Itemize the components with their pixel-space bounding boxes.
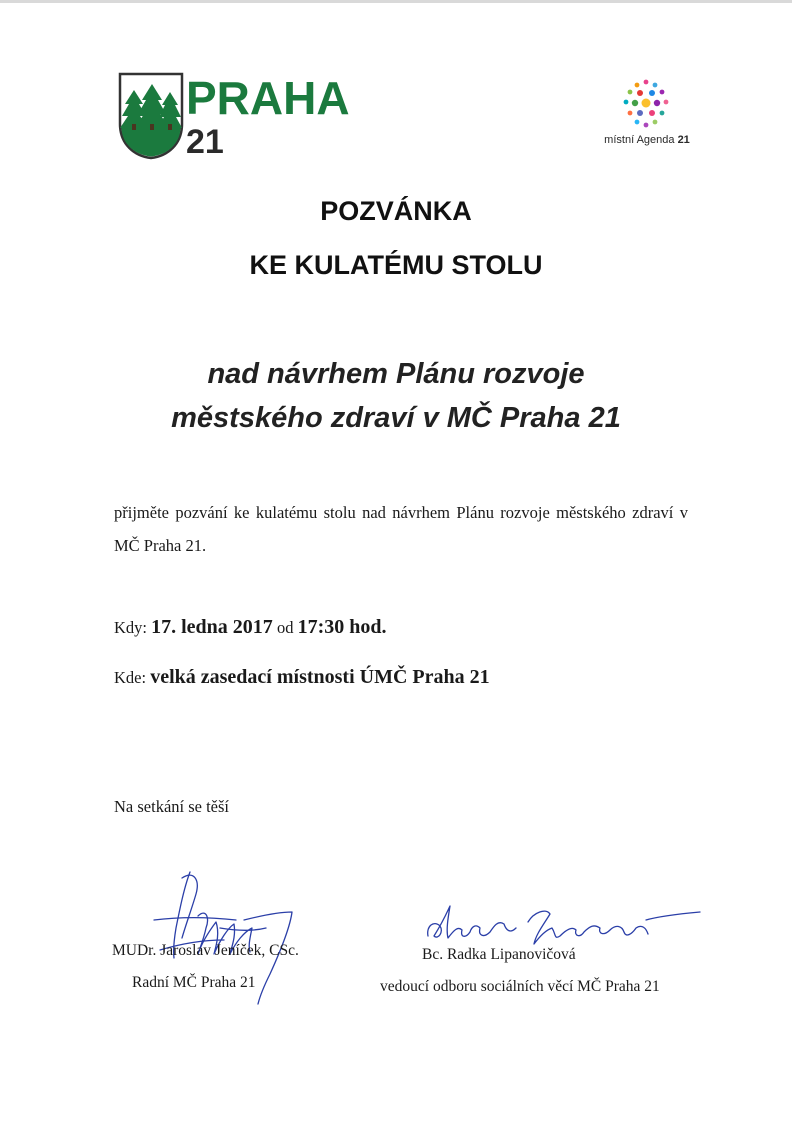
when-label: Kdy: [114,618,147,637]
invitation-title-line-2: KE KULATÉMU STOLU [249,250,543,280]
invitation-subtitle: nad návrhem Plánu rozvoje [207,358,585,390]
signer-name-right: Bc. Radka Lipanovičová [422,946,576,963]
signer-role-right: vedoucí odboru sociálních věcí MČ Praha 21 [380,978,660,995]
invitation-title: POZVÁNKA [320,196,472,226]
when-connector: od [276,618,294,637]
coat-of-arms-trees-icon [118,72,184,160]
signer-name-left: MUDr. Jaroslav Jeníček, CSc. [112,942,299,959]
when-date: 17. ledna 2017 [151,616,273,638]
invitation-body: přijměte pozvání ke kulatému stolu nad návrhem Plánu rozvoje městského zdraví v MČ Praha 21. [114,503,688,555]
praha-21-logo [118,72,358,162]
praha-logo-word: PRAHA [186,72,350,124]
agenda-dots-icon [618,76,674,132]
event-when [114,616,386,639]
praha-logo-number: 21 [186,123,224,161]
signer-role-left: Radní MČ Praha 21 [132,974,256,991]
when-time: 17:30 hod. [297,616,387,638]
agenda-21-logo [592,76,702,156]
event-where [114,666,490,689]
agenda-21-label [592,134,702,146]
where-label: Kde: [114,668,147,687]
handwritten-signature-right [424,900,704,950]
agenda-label-prefix: místní Agenda [604,134,675,146]
closing-line: Na setkání se těší [114,797,230,816]
where-value: velká zasedací místnosti ÚMČ Praha 21 [150,666,490,688]
invitation-subtitle-line-2: městského zdraví v MČ Praha 21 [171,402,621,434]
agenda-label-number: 21 [677,134,690,146]
page-top-edge [0,0,792,3]
